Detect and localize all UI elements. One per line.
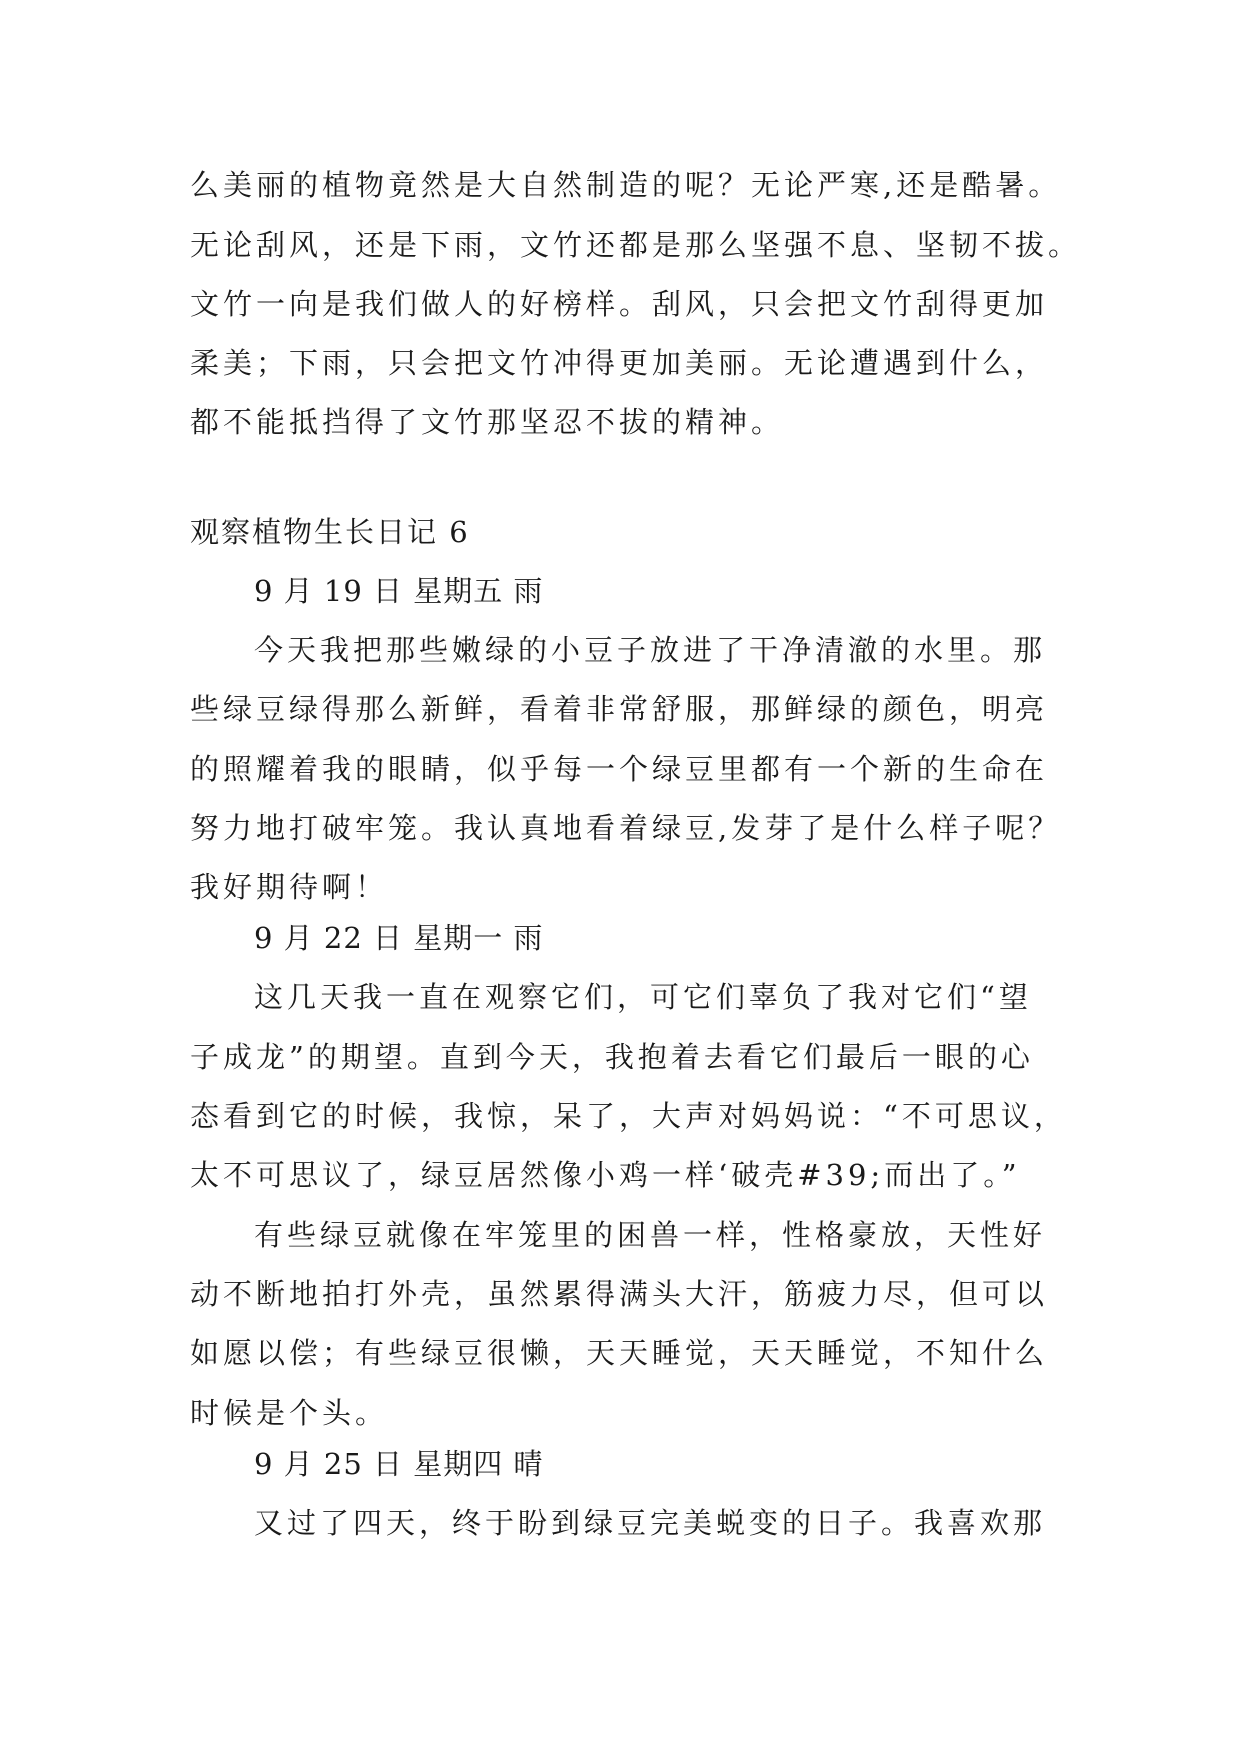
- entry-date: 9 月 19 日 星期五 雨: [254, 574, 544, 608]
- entry-date: 9 月 25 日 星期四 晴: [254, 1447, 544, 1481]
- intro-line: 文竹一向是我们做人的好榜样。刮风，只会把文竹刮得更加: [190, 287, 1049, 321]
- intro-line: 无论刮风，还是下雨，文竹还都是那么坚强不息、坚韧不拔。: [190, 228, 1082, 262]
- entry-date: 9 月 22 日 星期一 雨: [254, 921, 544, 955]
- entry-line: 我好期待啊！: [190, 870, 389, 904]
- entry-line: 这几天我一直在观察它们，可它们辜负了我对它们“望: [254, 980, 1032, 1014]
- entry-line: 太不可思议了，绿豆居然像小鸡一样‘破壳#39;而出了。”: [190, 1158, 1021, 1192]
- intro-line: 柔美；下雨，只会把文竹冲得更加美丽。无论遭遇到什么，: [190, 346, 1049, 380]
- entry-line: 时候是个头。: [190, 1396, 389, 1430]
- entry-line: 今天我把那些嫩绿的小豆子放进了干净清澈的水里。那: [254, 633, 1047, 667]
- intro-line: 么美丽的植物竟然是大自然制造的呢？无论严寒,还是酷暑。: [190, 168, 1062, 202]
- entry-line: 些绿豆绿得那么新鲜，看着非常舒服，那鲜绿的颜色，明亮: [190, 692, 1049, 726]
- entry-line: 子成龙”的期望。直到今天，我抱着去看它们最后一眼的心: [190, 1040, 1034, 1074]
- entry-line: 如愿以偿；有些绿豆很懒，天天睡觉，天天睡觉，不知什么: [190, 1336, 1049, 1370]
- intro-line: 都不能抵挡得了文竹那坚忍不拔的精神。: [190, 405, 785, 439]
- section-title: 观察植物生长日记 6: [190, 515, 470, 549]
- entry-line: 态看到它的时候，我惊，呆了，大声对妈妈说：“不可思议，: [190, 1099, 1067, 1133]
- entry-line: 动不断地拍打外壳，虽然累得满头大汗，筋疲力尽，但可以: [190, 1277, 1049, 1311]
- entry-line: 努力地打破牢笼。我认真地看着绿豆,发芽了是什么样子呢？: [190, 811, 1062, 845]
- entry-line: 的照耀着我的眼睛，似乎每一个绿豆里都有一个新的生命在: [190, 752, 1049, 786]
- entry-line: 有些绿豆就像在牢笼里的困兽一样，性格豪放，天性好: [254, 1218, 1047, 1252]
- entry-line: 又过了四天，终于盼到绿豆完美蜕变的日子。我喜欢那: [254, 1506, 1047, 1540]
